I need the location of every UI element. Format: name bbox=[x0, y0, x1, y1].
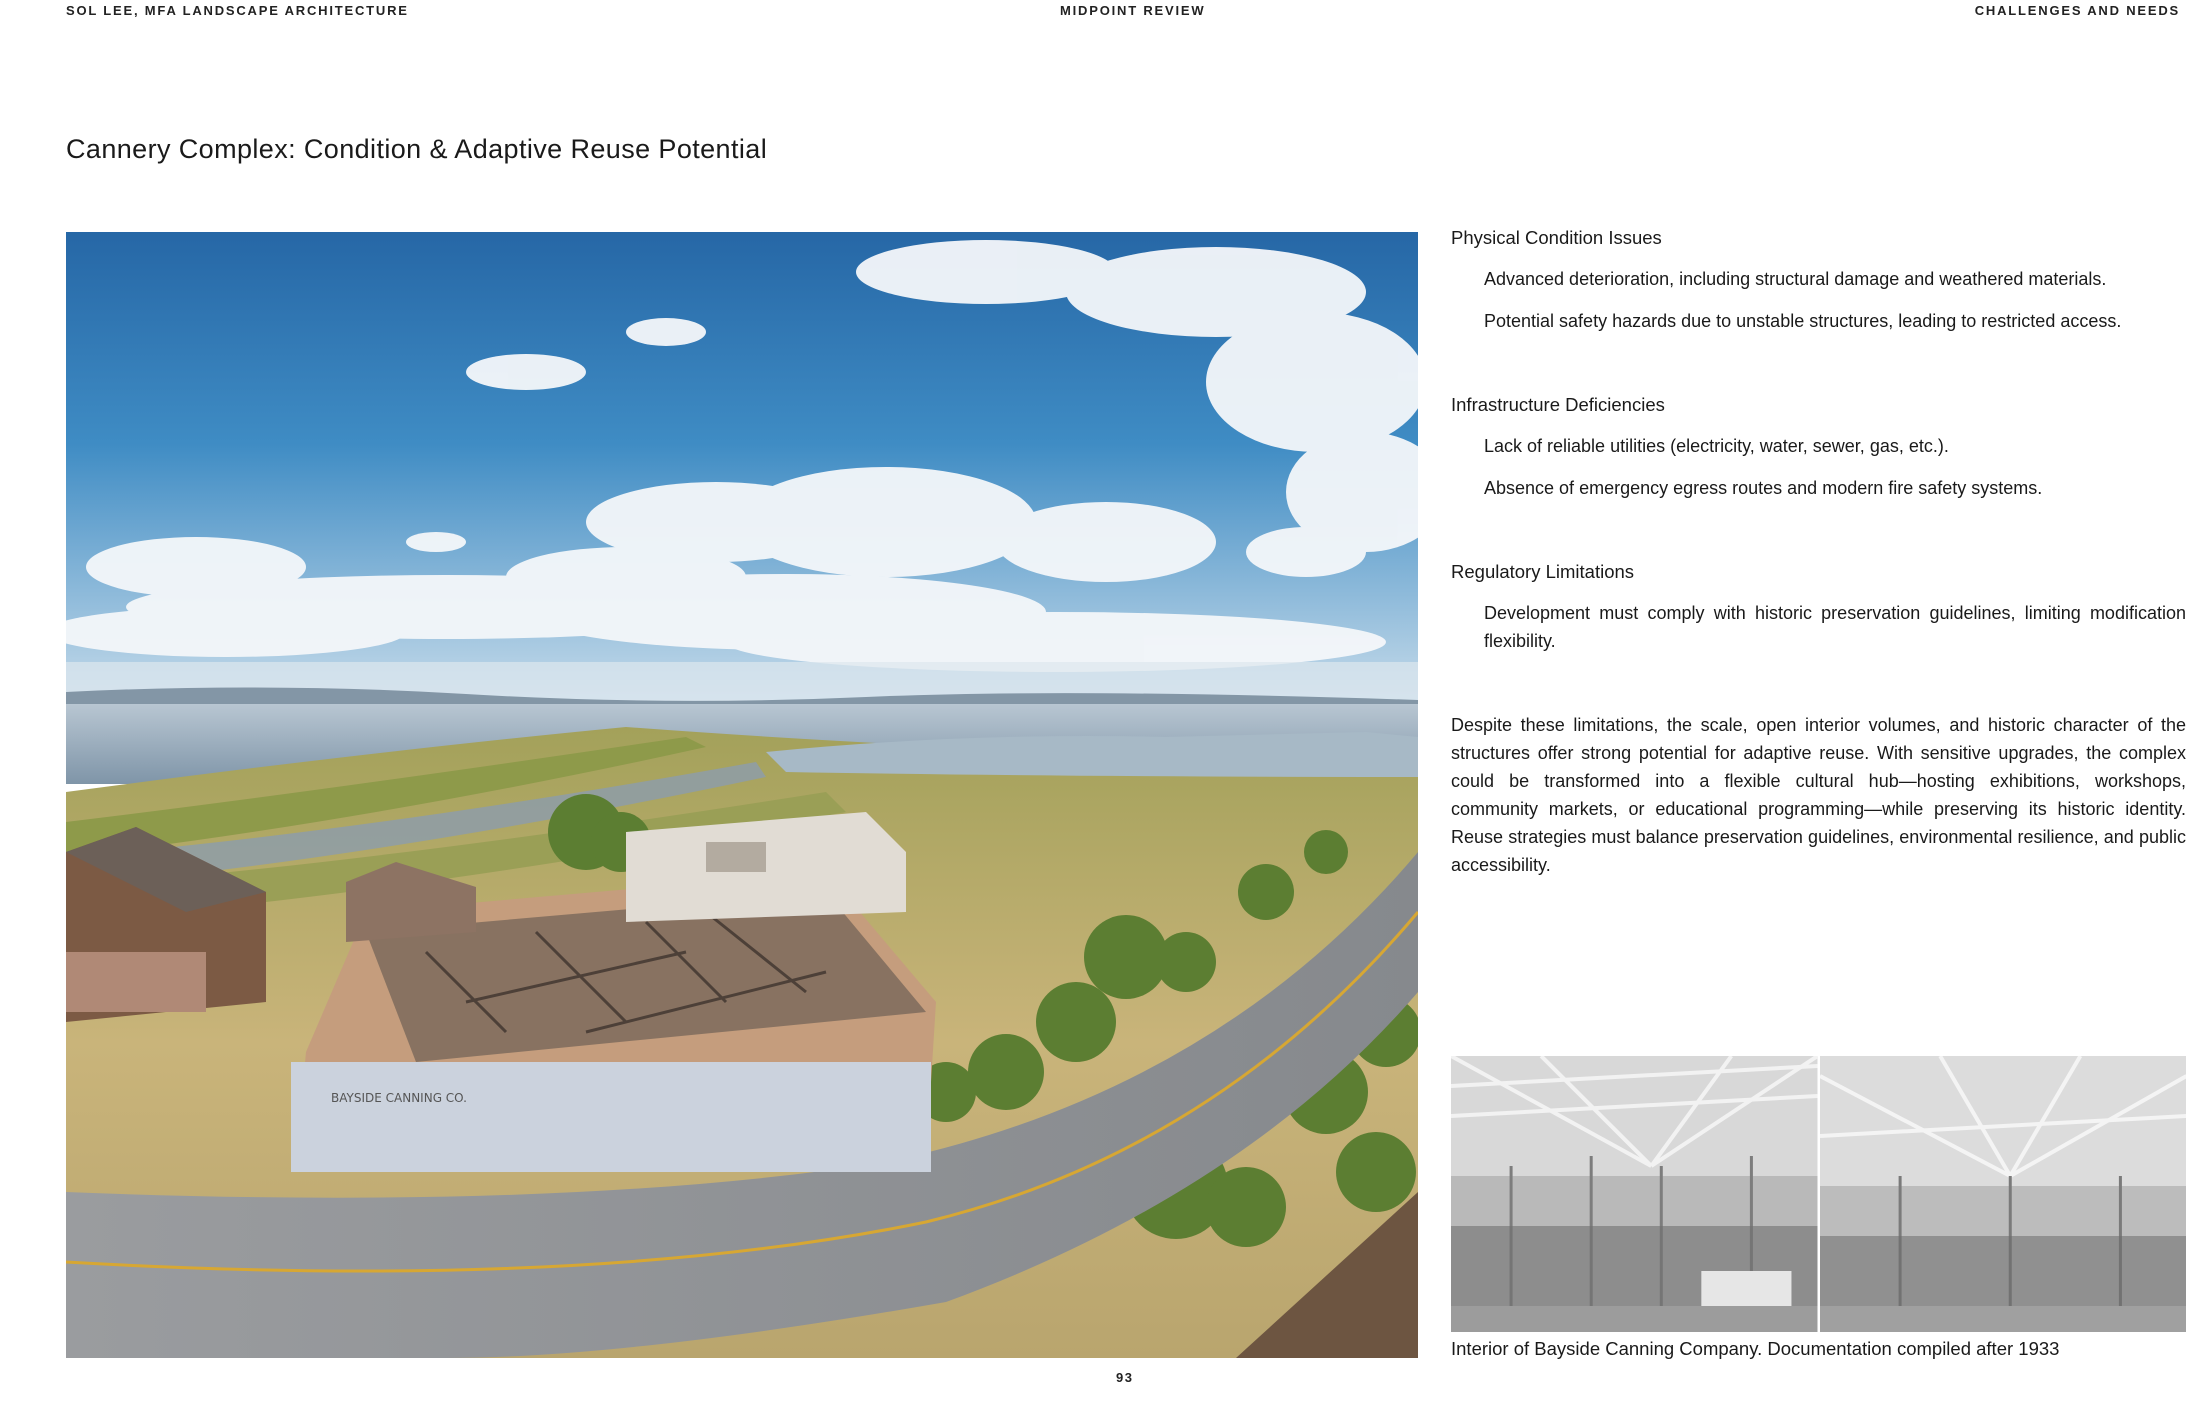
interior-photo-right bbox=[1820, 1056, 2187, 1332]
photo-caption: Interior of Bayside Canning Company. Documentation compiled after 1933 bbox=[1451, 1338, 2060, 1359]
interior-photo-left bbox=[1451, 1056, 1818, 1332]
section-infrastructure bbox=[1451, 391, 2186, 502]
section-heading: Regulatory Limitations bbox=[1451, 561, 1635, 582]
section-heading: Physical Condition Issues bbox=[1451, 227, 1662, 248]
summary-paragraph: Despite these limitations, the scale, open interior volumes, and historic character of the structures offer strong potential for adaptive reuse. With sensitive upgrades, the complex could be transformed into a flexible cultural hub—hosting exhibitions, workshops, community markets, or educational programming—while preserving its historic identity. Reuse strategies must balance preservation guidelines, environmental resilience, and public accessibility. bbox=[1451, 715, 2186, 875]
section-physical-condition bbox=[1451, 224, 2186, 335]
list-item: Potential safety hazards due to unstable structures, leading to restricted access. bbox=[1484, 311, 2122, 331]
section-regulatory bbox=[1451, 558, 2186, 655]
interior-photos bbox=[1451, 1056, 2186, 1332]
list-item: Development must comply with historic preservation guidelines, limiting modification flexibility. bbox=[1484, 603, 2186, 651]
page-number: 93 bbox=[1116, 1370, 1134, 1385]
page-title: Cannery Complex: Condition & Adaptive Reuse Potential bbox=[66, 134, 768, 164]
header-section: MIDPOINT REVIEW bbox=[1060, 3, 1206, 18]
section-heading: Infrastructure Deficiencies bbox=[1451, 394, 1665, 415]
list-item: Advanced deterioration, including structural damage and weathered materials. bbox=[1484, 269, 2107, 289]
list-item: Absence of emergency egress routes and modern fire safety systems. bbox=[1484, 478, 2043, 498]
aerial-photo bbox=[66, 232, 1418, 1358]
text-column bbox=[1451, 224, 2186, 879]
header-chapter: CHALLENGES AND NEEDS bbox=[1974, 3, 2180, 18]
list-item: Lack of reliable utilities (electricity, water, sewer, gas, etc.). bbox=[1484, 436, 1949, 456]
header-author: SOL LEE, MFA LANDSCAPE ARCHITECTURE bbox=[66, 3, 409, 18]
building-sign: BAYSIDE CANNING CO. bbox=[331, 1091, 467, 1105]
